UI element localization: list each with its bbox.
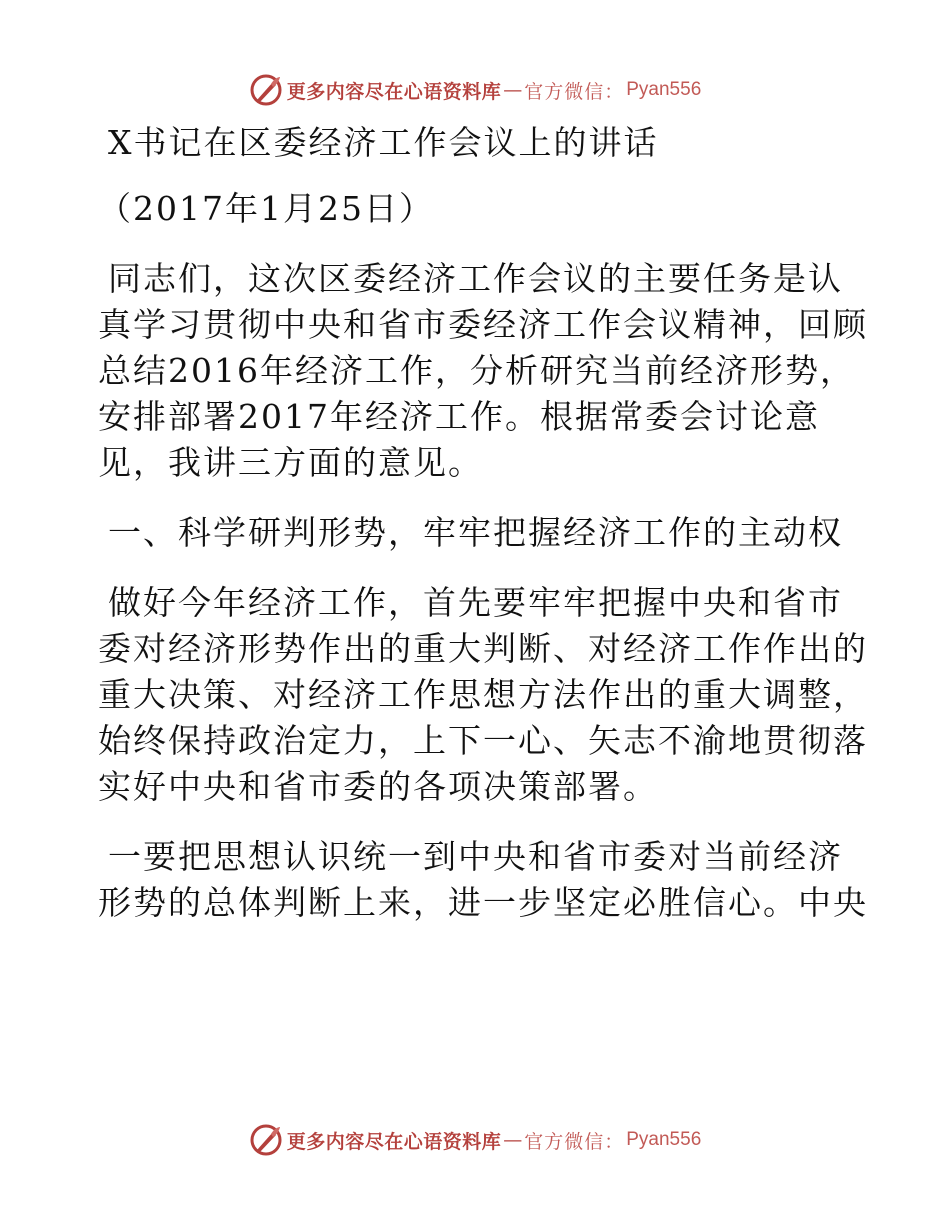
paragraph-point1 bbox=[98, 834, 868, 926]
paragraph-line: 见，我讲三方面的意见。 bbox=[98, 443, 483, 482]
paragraph-section1 bbox=[98, 580, 868, 810]
paragraph-line: 实好中央和省市委的各项决策部署。 bbox=[98, 767, 658, 806]
paragraph-line: 总结2016年经济工作，分析研究当前经济形势， bbox=[98, 351, 855, 390]
document-body bbox=[98, 120, 868, 926]
banner-wechat-id: Pyan556 bbox=[626, 1129, 702, 1150]
paragraph-line: 真学习贯彻中央和省市委经济工作会议精神，回顾 bbox=[98, 305, 868, 344]
banner-wechat-id: Pyan556 bbox=[626, 79, 702, 100]
paragraph-line: 始终保持政治定力，上下一心、矢志不渝地贯彻落 bbox=[98, 721, 868, 760]
document-date: （2017年1月25日） bbox=[98, 189, 434, 228]
quill-logo-icon bbox=[249, 1123, 283, 1157]
quill-logo-icon bbox=[249, 73, 283, 107]
paragraph-line: 委对经济形势作出的重大判断、对经济工作作出的 bbox=[98, 629, 868, 668]
footer-watermark-banner bbox=[0, 1120, 950, 1160]
paragraph-intro bbox=[98, 256, 868, 486]
paragraph-line: 一要把思想认识统一到中央和省市委对当前经济 bbox=[108, 837, 843, 876]
banner-main-text: 更多内容尽在心语资料库 bbox=[286, 1130, 502, 1153]
banner-sub-text: 官方微信： bbox=[524, 80, 625, 103]
paragraph-line: 同志们，这次区委经济工作会议的主要任务是认 bbox=[108, 259, 843, 298]
section-heading-1: 一、科学研判形势，牢牢把握经济工作的主动权 bbox=[108, 513, 843, 552]
document-title: X书记在区委经济工作会议上的讲话 bbox=[108, 123, 659, 162]
banner-dash: — bbox=[503, 1129, 523, 1151]
banner-main-text: 更多内容尽在心语资料库 bbox=[286, 80, 502, 103]
header-watermark-banner bbox=[0, 70, 950, 110]
paragraph-line: 做好今年经济工作，首先要牢牢把握中央和省市 bbox=[108, 583, 843, 622]
banner-sub-text: 官方微信： bbox=[524, 1130, 625, 1153]
paragraph-line: 重大决策、对经济工作思想方法作出的重大调整， bbox=[98, 675, 868, 714]
banner-dash: — bbox=[503, 79, 523, 101]
paragraph-line: 形势的总体判断上来，进一步坚定必胜信心。中央 bbox=[98, 883, 868, 922]
paragraph-line: 安排部署2017年经济工作。根据常委会讨论意 bbox=[98, 397, 820, 436]
